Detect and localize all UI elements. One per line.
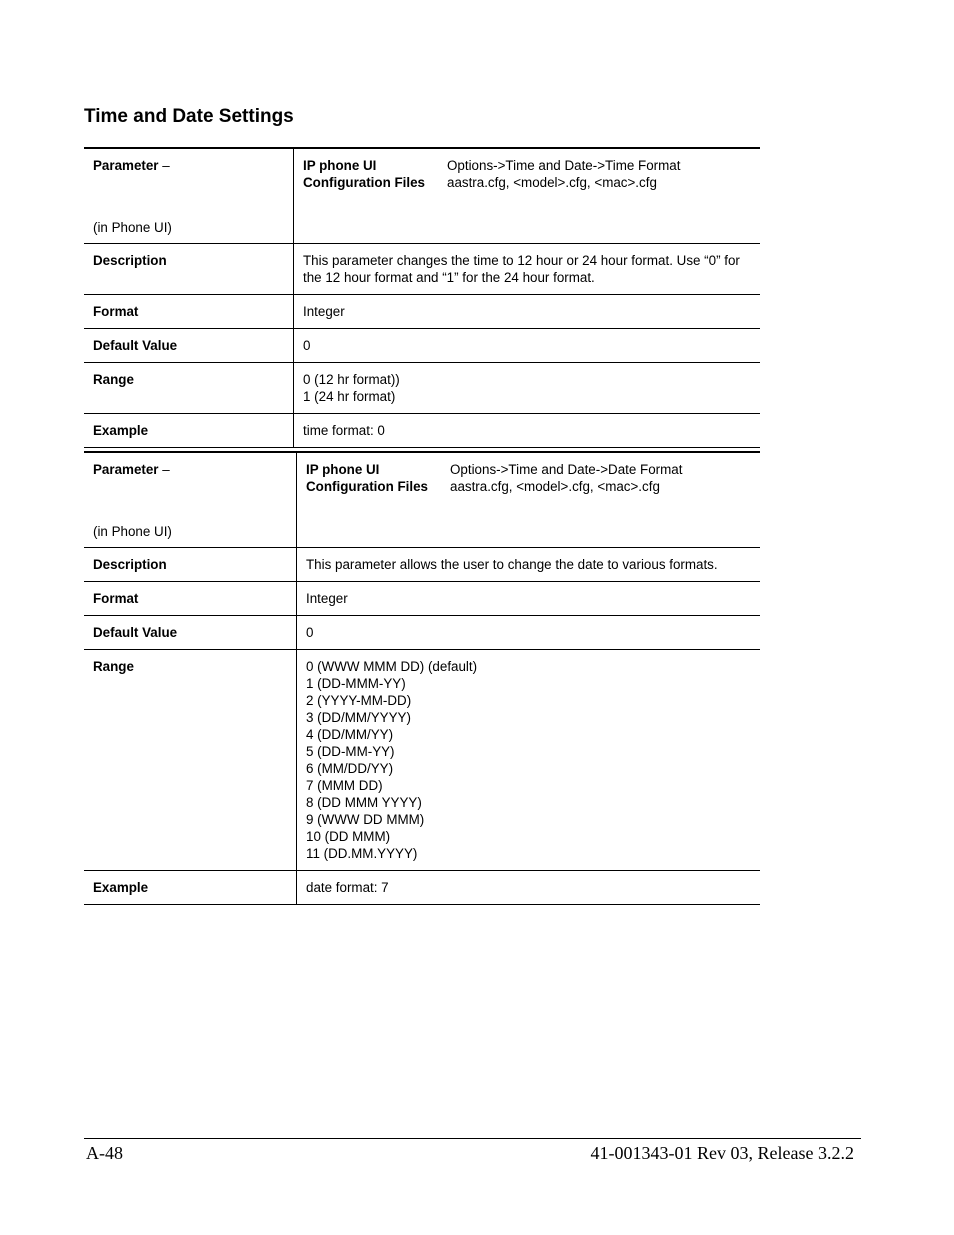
range-item: 0 (12 hr format)) — [303, 372, 400, 387]
range-item: 9 (WWW DD MMM) — [306, 812, 425, 827]
footer-divider — [84, 1138, 861, 1139]
parameter-row — [84, 452, 760, 548]
source-value-ui: Options->Time and Date->Time Format — [447, 158, 681, 173]
example-row — [84, 871, 760, 905]
default-label: Default Value — [84, 616, 297, 650]
format-label: Format — [84, 582, 297, 616]
in-phone-ui-note: (in Phone UI) — [93, 524, 172, 539]
example-label: Example — [84, 414, 294, 448]
time-format-table — [84, 147, 760, 448]
range-row — [84, 363, 760, 414]
description-value: This parameter changes the time to 12 hour or 24 hour format. Use “0” for the 12 hour format and “1” for the 24 hour format. — [294, 244, 761, 295]
range-values — [294, 363, 761, 414]
example-value: time format: 0 — [294, 414, 761, 448]
range-label: Range — [84, 363, 294, 414]
source-key-config: Configuration Files — [303, 175, 425, 190]
example-label: Example — [84, 871, 297, 905]
parameter-label-cell — [84, 148, 294, 244]
source-value-config: aastra.cfg, <model>.cfg, <mac>.cfg — [450, 479, 660, 494]
default-value: 0 — [297, 616, 761, 650]
format-row — [84, 295, 760, 329]
parameter-dash: – — [158, 158, 170, 173]
source-key-config: Configuration Files — [306, 479, 428, 494]
range-item: 1 (DD-MMM-YY) — [306, 676, 406, 691]
source-key-ui: IP phone UI — [306, 462, 380, 477]
range-item: 5 (DD-MM-YY) — [306, 744, 395, 759]
parameter-label: Parameter — [93, 158, 159, 173]
parameter-sources-cell — [297, 452, 761, 548]
default-row — [84, 616, 760, 650]
description-row — [84, 548, 760, 582]
range-item: 8 (DD MMM YYYY) — [306, 795, 422, 810]
range-row — [84, 650, 760, 871]
format-value: Integer — [297, 582, 761, 616]
parameter-label: Parameter — [93, 462, 159, 477]
range-item: 2 (YYYY-MM-DD) — [306, 693, 412, 708]
range-item: 4 (DD/MM/YY) — [306, 727, 394, 742]
example-value: date format: 7 — [297, 871, 761, 905]
description-value: This parameter allows the user to change the date to various formats. — [297, 548, 761, 582]
description-label: Description — [84, 244, 294, 295]
range-item: 0 (WWW MMM DD) (default) — [306, 659, 478, 674]
in-phone-ui-note: (in Phone UI) — [93, 220, 172, 235]
section-title: Time and Date Settings — [84, 106, 294, 127]
source-value-config: aastra.cfg, <model>.cfg, <mac>.cfg — [447, 175, 657, 190]
parameter-label-cell — [84, 452, 297, 548]
source-key-ui: IP phone UI — [303, 158, 377, 173]
range-label: Range — [84, 650, 297, 871]
range-item: 7 (MMM DD) — [306, 778, 383, 793]
page-number: A-48 — [86, 1143, 123, 1163]
description-label: Description — [84, 548, 297, 582]
parameter-sources-cell — [294, 148, 761, 244]
date-format-table — [84, 451, 760, 905]
format-row — [84, 582, 760, 616]
default-value: 0 — [294, 329, 761, 363]
range-item: 11 (DD.MM.YYYY) — [306, 846, 418, 861]
format-label: Format — [84, 295, 294, 329]
example-row — [84, 414, 760, 448]
parameter-row — [84, 148, 760, 244]
range-values — [297, 650, 761, 871]
source-value-ui: Options->Time and Date->Date Format — [450, 462, 683, 477]
format-value: Integer — [294, 295, 761, 329]
range-item: 3 (DD/MM/YYYY) — [306, 710, 411, 725]
range-item: 1 (24 hr format) — [303, 389, 396, 404]
range-item: 6 (MM/DD/YY) — [306, 761, 394, 776]
parameter-dash: – — [158, 462, 170, 477]
default-row — [84, 329, 760, 363]
description-row — [84, 244, 760, 295]
default-label: Default Value — [84, 329, 294, 363]
range-item: 10 (DD MMM) — [306, 829, 391, 844]
document-id: 41-001343-01 Rev 03, Release 3.2.2 — [590, 1143, 854, 1163]
